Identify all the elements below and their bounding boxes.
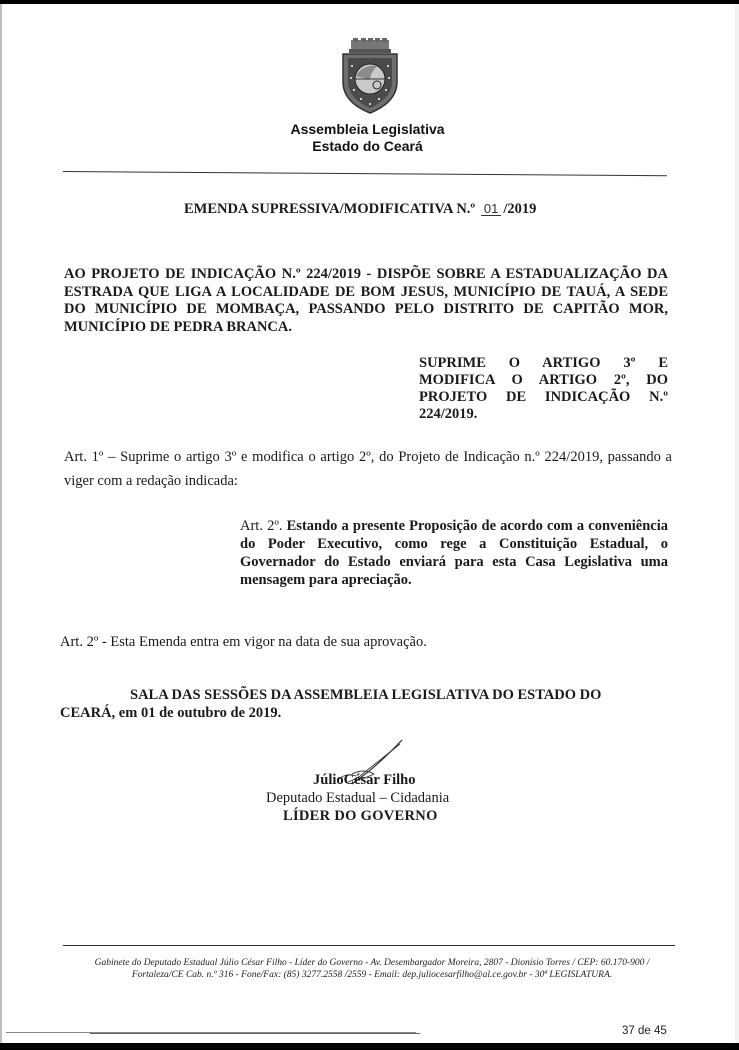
closing-statement: SALA DAS SESSÕES DA ASSEMBLEIA LEGISLATIVA DO ESTADO DO CEARÁ, em 01 de outubro de 2019. — [60, 687, 602, 721]
ementa: SUPRIME O ARTIGO 3º E MODIFICA O ARTIGO 2º, DO PROJETO DE INDICAÇÃO N.º 224/2019. — [419, 355, 668, 422]
page-indicator: 37 de 45 — [622, 1025, 667, 1037]
quoted-article — [240, 517, 668, 589]
quoted-article-label: Art. 2º. — [240, 518, 283, 534]
office-footer — [62, 957, 682, 981]
right-page-edge — [735, 4, 739, 1043]
bottom-border — [0, 1043, 739, 1050]
article-1: Art. 1º – Suprime o artigo 3º e modifica o artigo 2º, do Projeto de Indicação n.º 224/2019, passando a viger com a redação indicada: — [64, 449, 672, 489]
institution-name: Assembleia Legislativa — [290, 121, 445, 137]
coat-of-arms-icon — [337, 38, 403, 114]
header-divider — [63, 171, 667, 176]
quoted-article-text: Estando a presente Proposição de acordo com a conveniência do Poder Executivo, como rege a Constituição Estadual, o Governador do Estado enviará para esta Casa Legislativa uma mensagem para apreciação. — [240, 518, 669, 588]
footer-line-2: Fortaleza/CE Cab. n.º 316 - Fone/Fax: (85) 3277.2558 /2559 - Email: dep.juliocesarfilho@al.ce.gov.br - 30ª LEGISLATURA. — [131, 970, 613, 980]
amendment-title — [184, 201, 536, 218]
left-page-edge — [0, 4, 2, 1043]
top-border — [0, 0, 739, 4]
page-bottom-line-shadow — [90, 1033, 420, 1034]
state-name: Estado do Ceará — [312, 138, 423, 154]
footer-line-1: Gabinete do Deputado Estadual Júlio César Filho - Líder do Governo - Av. Desembargador Moreira, 2807 - Dionísio Torres / CEP: 60.170-900 / — [94, 958, 650, 968]
amendment-number: 01 — [481, 202, 501, 216]
title-suffix: /2019 — [503, 201, 537, 217]
footer-divider — [63, 945, 675, 946]
title-prefix: EMENDA SUPRESSIVA/MODIFICATIVA N.º — [184, 201, 476, 217]
signatory-name: JúlioCésar Filho — [313, 772, 416, 788]
signatory-role: Deputado Estadual – Cidadania — [266, 790, 450, 806]
signatory-title: LÍDER DO GOVERNO — [283, 808, 438, 824]
article-2: Art. 2º - Esta Emenda entra em vigor na data de sua aprovação. — [60, 634, 427, 650]
preamble: AO PROJETO DE INDICAÇÃO N.º 224/2019 - DISPÕE SOBRE A ESTADUALIZAÇÃO DA ESTRADA QUE LIGA A LOCALIDADE DE BOM JESUS, MUNICÍPIO DE TAUÁ, A SEDE DO MUNICÍPIO DE MOMBAÇA, PASSANDO PELO DISTRITO DE CAPITÃO MOR, MUNICÍPIO DE PEDRA BRANCA. — [64, 266, 668, 335]
